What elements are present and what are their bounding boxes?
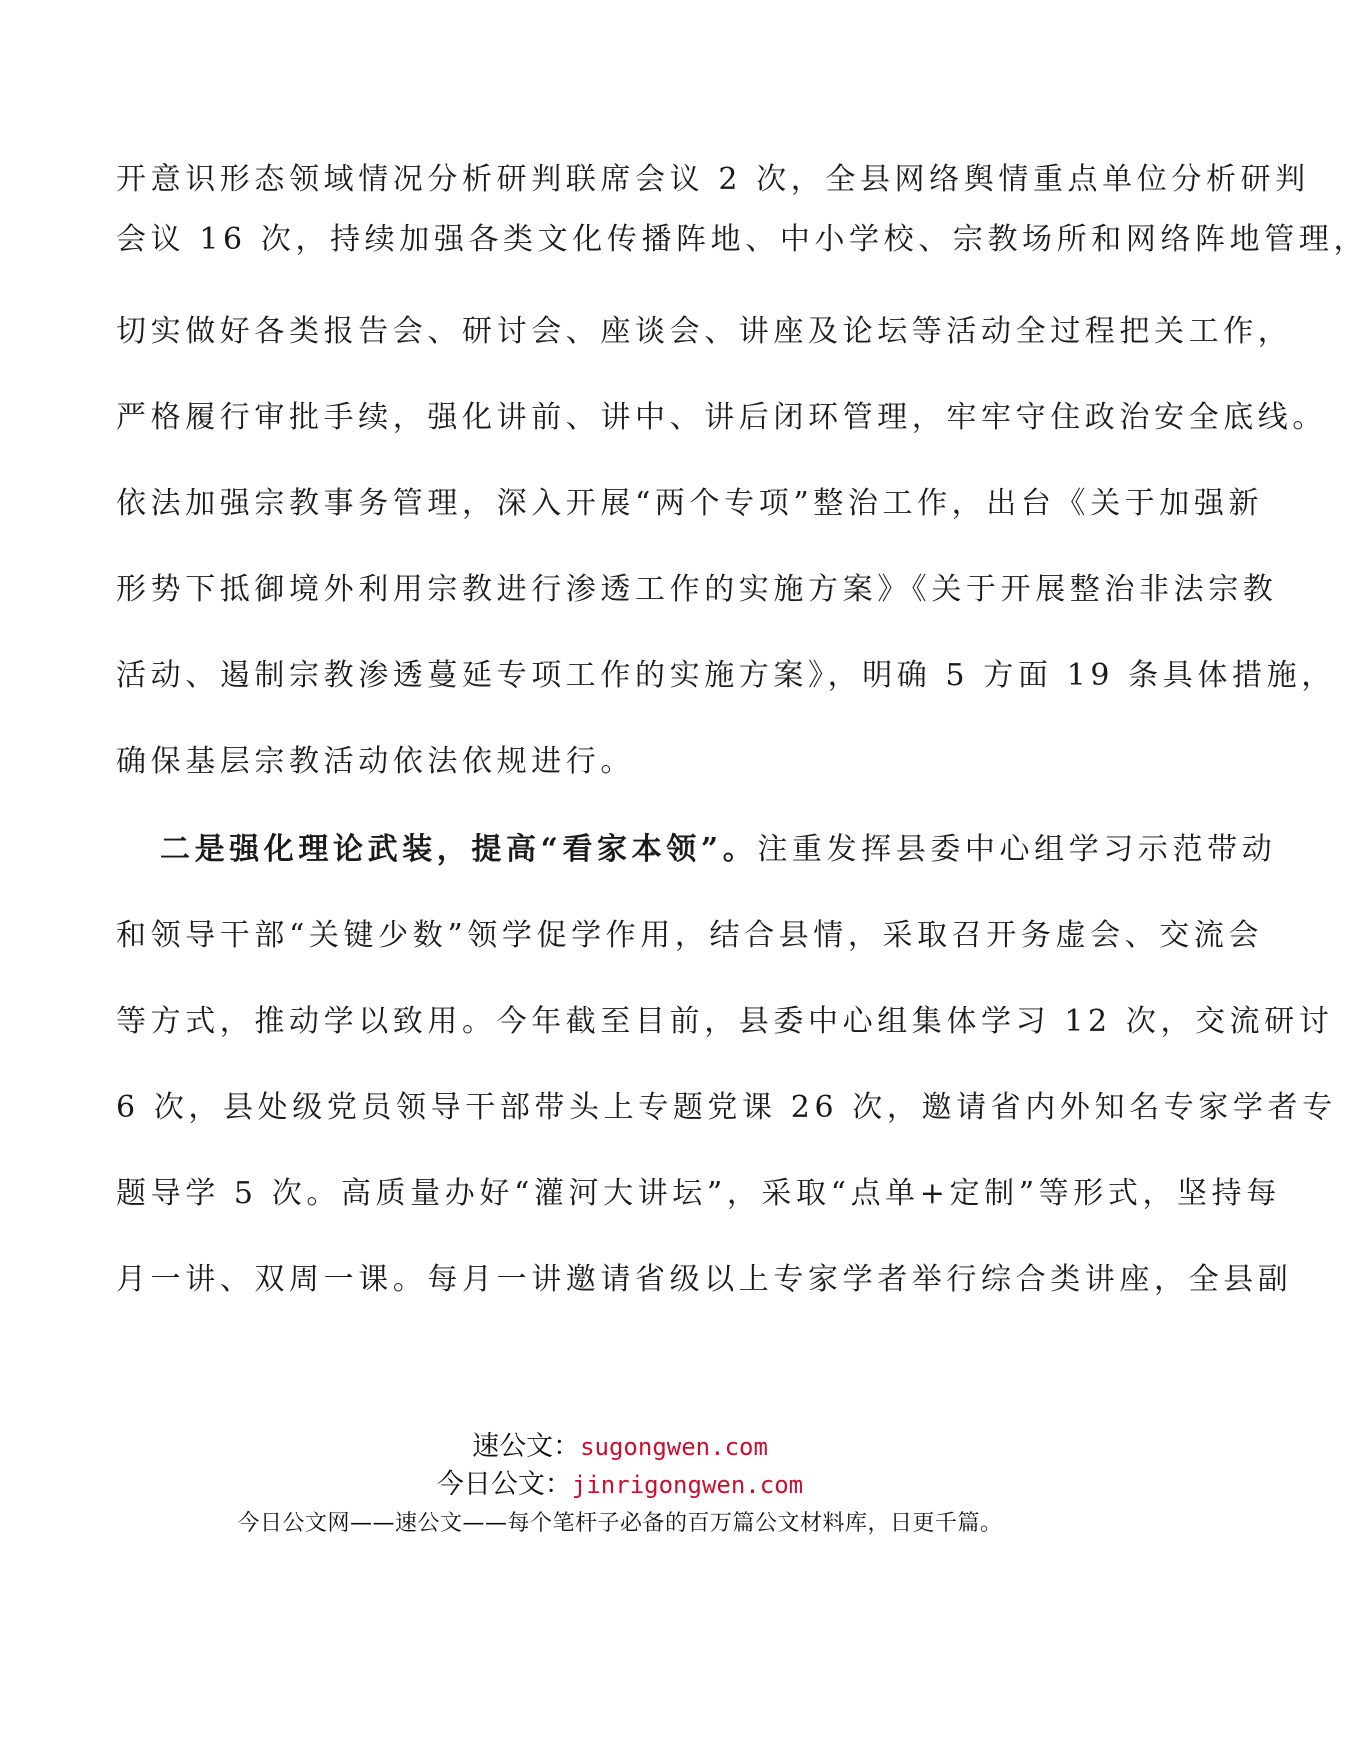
body-line-8: 确保基层宗教活动依法依规进行。	[116, 744, 635, 779]
section-lead: 注重发挥县委中心组学习示范带动	[757, 832, 1277, 867]
body-line-5: 依法加强宗教事务管理，深入开展“两个专项”整治工作，出台《关于加强新	[116, 486, 1264, 521]
body-line-2: 会议 16 次，持续加强各类文化传播阵地、中小学校、宗教场所和网络阵地管理，	[116, 222, 1368, 257]
section-line-1: 和领导干部“关键少数”领学促学作用，结合县情，采取召开务虚会、交流会	[116, 918, 1264, 953]
section-line-4: 题导学 5 次。高质量办好“灌河大讲坛”，采取“点单+定制”等形式，坚持每	[116, 1176, 1281, 1211]
jinrigongwen-label: 今日公文：	[436, 1469, 572, 1500]
body-line-4: 严格履行审批手续，强化讲前、讲中、讲后闭环管理，牢牢守住政治安全底线。	[116, 400, 1327, 435]
body-line-3: 切实做好各类报告会、研讨会、座谈会、讲座及论坛等活动全过程把关工作，	[116, 314, 1293, 349]
section-first-line	[160, 830, 1276, 870]
sugongwen-label: 速公文：	[472, 1431, 581, 1462]
section-line-5: 月一讲、双周一课。每月一讲邀请省级以上专家学者举行综合类讲座，全县副	[116, 1262, 1293, 1297]
body-line-7: 活动、遏制宗教渗透蔓延专项工作的实施方案》，明确 5 方面 19 条具体措施，	[116, 658, 1336, 693]
jinrigongwen-link[interactable]: jinrigongwen.com	[571, 1471, 804, 1499]
footer-sugongwen	[0, 1424, 1240, 1463]
body-line-1: 开意识形态领域情况分析研判联席会议 2 次，全县网络舆情重点单位分析研判	[116, 162, 1310, 197]
sugongwen-link[interactable]: sugongwen.com	[580, 1433, 768, 1461]
body-line-6: 形势下抵御境外利用宗教进行渗透工作的实施方案》《关于开展整治非法宗教	[116, 572, 1278, 607]
section-line-2: 等方式，推动学以致用。今年截至目前，县委中心组集体学习 12 次，交流研讨	[116, 1004, 1334, 1039]
footer-jinrigongwen	[0, 1462, 1240, 1501]
footer-slogan: 今日公文网——速公文——每个笔杆子必备的百万篇公文材料库，日更千篇。	[237, 1511, 1003, 1536]
section-line-3: 6 次，县处级党员领导干部带头上专题党课 26 次，邀请省内外知名专家学者专	[116, 1090, 1337, 1125]
section-heading: 二是强化理论武装，提高“看家本领”。	[160, 832, 758, 867]
